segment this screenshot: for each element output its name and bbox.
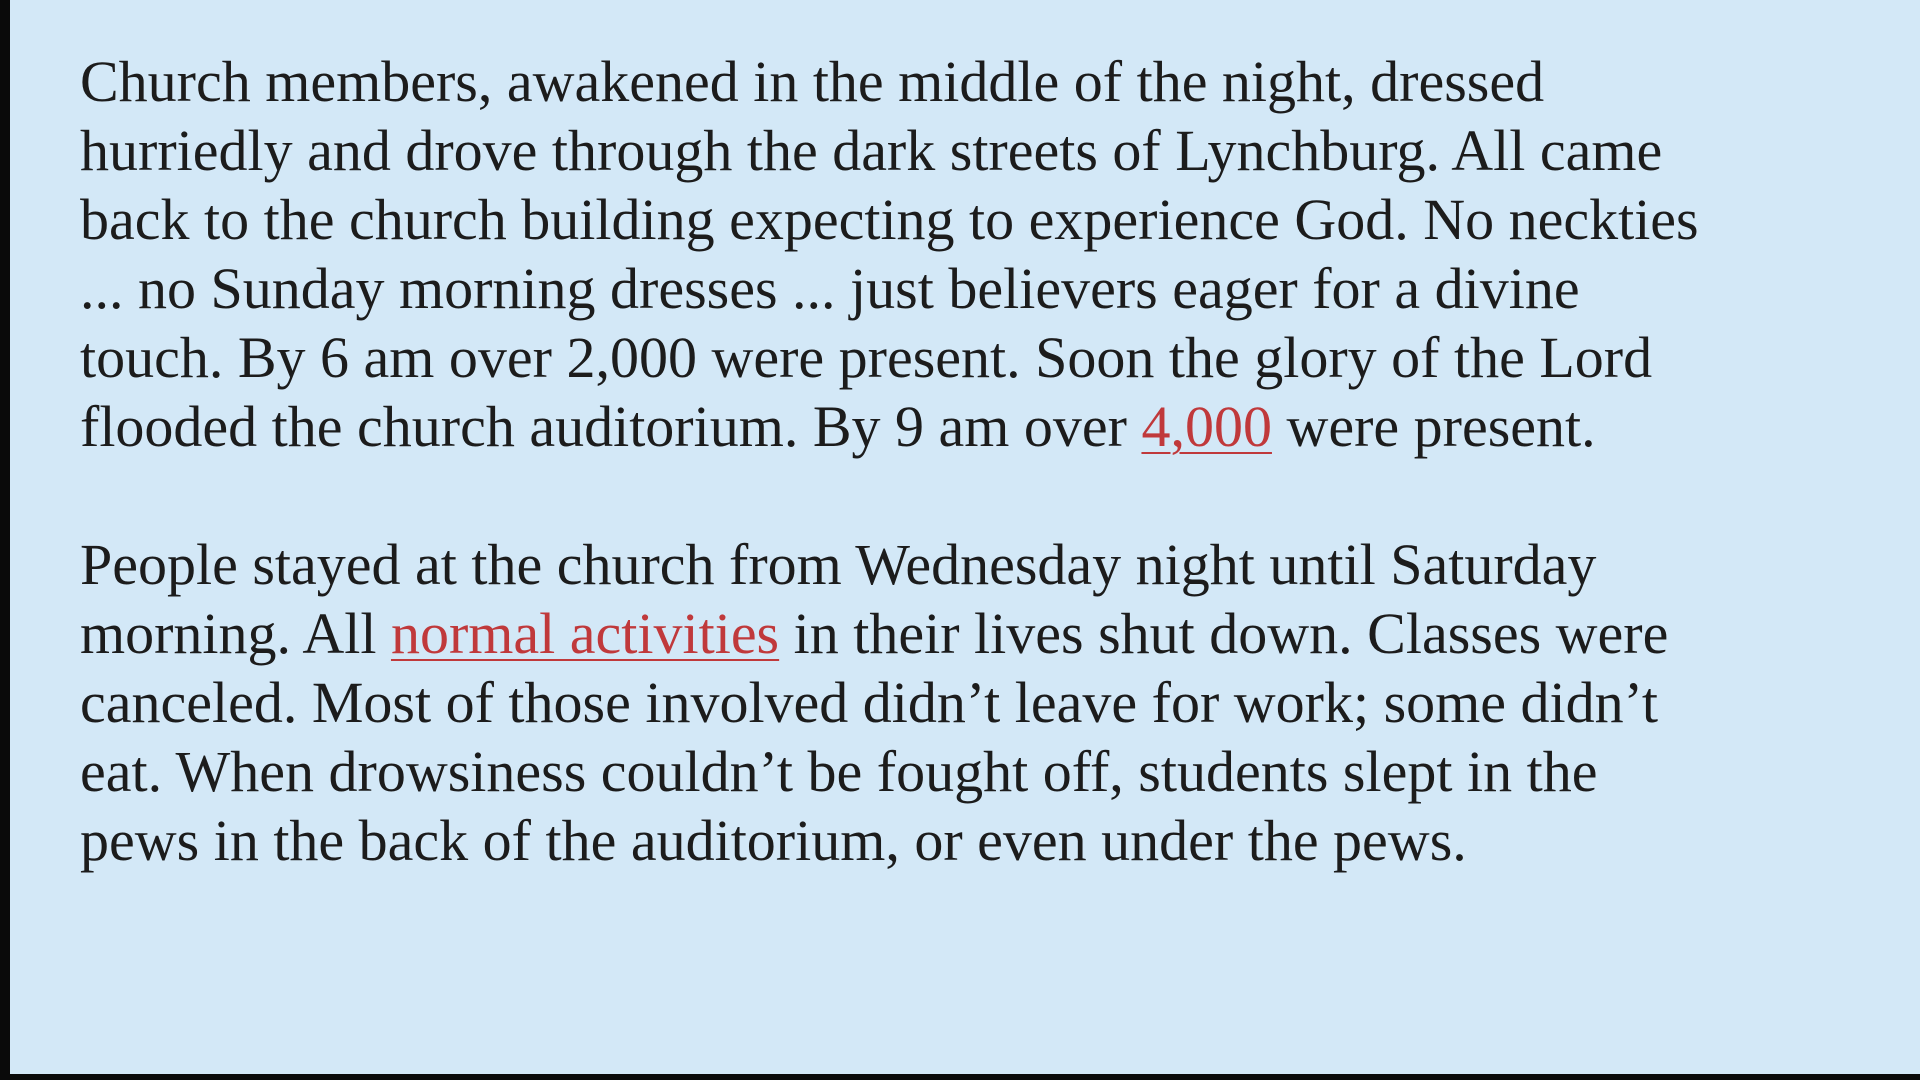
paragraph-1 [80, 47, 1900, 461]
paragraph-1-text-start: Church members, awakened in the middle of the night, dressed hurriedly and drove through the dark streets of Lynchburg. All came back to the church building expecting to experience God. No neckties ... no Sunday morning dresses ... just believers eager for a divine touch. By 6 am over 2,000 were present. Soon the glory of the Lord flooded the church auditorium. By 9 am over [80, 49, 1699, 459]
paragraph-1-text-end: were present. [1271, 394, 1596, 459]
paragraph-2 [80, 530, 1900, 875]
slide-canvas [10, 0, 1920, 1074]
paragraph-2-text-start: People stayed at the church from Wednesday night until Saturday morning. All [80, 532, 1597, 666]
paragraph-2-text-end: in their lives shut down. Classes were canceled. Most of those involved didn’t leave for work; some didn’t eat. When drowsiness couldn’t be fought off, students slept in the pews in the back of the auditorium, or even under the pews. [80, 601, 1669, 873]
link-normal-activities[interactable]: normal activities [390, 601, 780, 666]
link-4000[interactable]: 4,000 [1141, 394, 1272, 459]
